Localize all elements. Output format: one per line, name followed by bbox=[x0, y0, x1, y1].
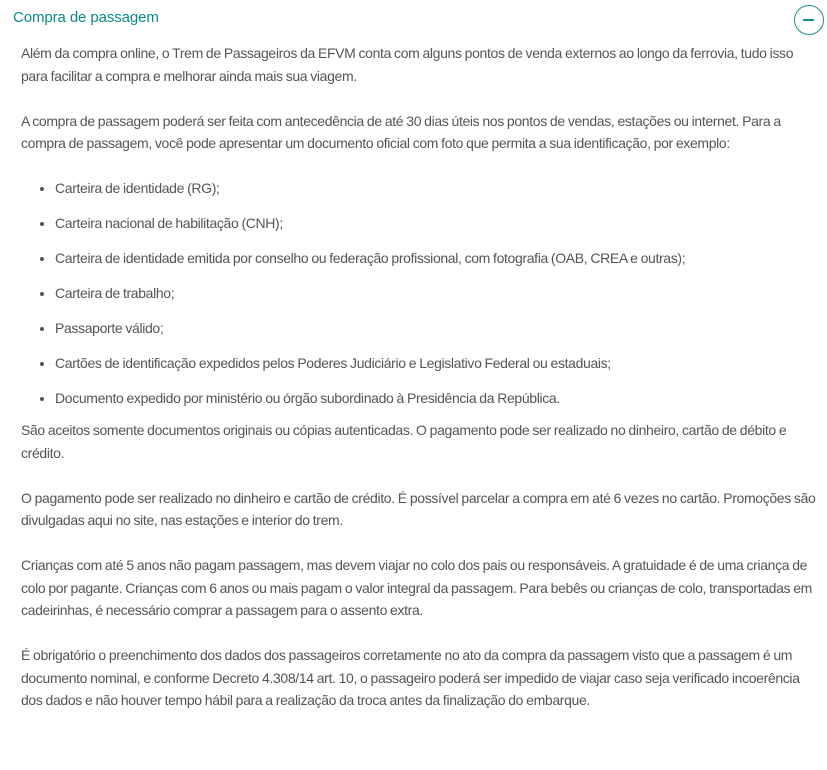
bullet-icon bbox=[40, 327, 44, 331]
list-item-text: Cartões de identificação expedidos pelos Poderes Judiciário e Legislativo Federal ou estaduais; bbox=[55, 354, 611, 371]
documents-note-paragraph: São aceitos somente documentos originais ou cópias autenticadas. O pagamento pode ser realizado no dinheiro, cartão de débito e crédito. bbox=[21, 422, 787, 461]
list-item bbox=[21, 282, 821, 305]
bullet-icon bbox=[40, 397, 44, 401]
accordion-content bbox=[21, 42, 821, 712]
list-item-text: Documento expedido por ministério ou órgão subordinado à Presidência da República. bbox=[55, 389, 560, 406]
list-item-text: Carteira de identidade emitida por conselho ou federação profissional, com fotografia (OAB, CREA e outras); bbox=[55, 249, 686, 266]
list-item bbox=[21, 387, 821, 410]
list-item-text: Carteira nacional de habilitação (CNH); bbox=[55, 214, 283, 231]
bullet-icon bbox=[40, 292, 44, 296]
list-item bbox=[21, 212, 821, 235]
list-item bbox=[21, 317, 821, 340]
list-item bbox=[21, 177, 821, 200]
list-item bbox=[21, 352, 821, 375]
accordion-title[interactable]: Compra de passagem bbox=[13, 9, 159, 26]
accordion-header[interactable] bbox=[0, 0, 827, 40]
bullet-icon bbox=[40, 187, 44, 191]
intro-paragraph: Além da compra online, o Trem de Passageiros da EFVM conta com alguns pontos de venda externos ao longo da ferrovia, tudo isso para facilitar a compra e melhorar ainda mais sua viagem. bbox=[21, 45, 794, 84]
bullet-icon bbox=[40, 362, 44, 366]
passenger-data-paragraph: É obrigatório o preenchimento dos dados dos passageiros corretamente no ato da compra da passagem visto que a passagem é um documento nominal, e conforme Decreto 4.308/14 art. 10, o passageiro poderá ser impedido de viajar caso seja verificado incoerência dos dados e não houver tempo hábil para a realização da troca antes da finalização do embarque. bbox=[21, 647, 800, 708]
list-item-text: Carteira de trabalho; bbox=[55, 284, 175, 301]
list-item-text: Carteira de identidade (RG); bbox=[55, 179, 220, 196]
document-list bbox=[21, 177, 821, 410]
list-item-text: Passaporte válido; bbox=[55, 319, 164, 336]
bullet-icon bbox=[40, 222, 44, 226]
bullet-icon bbox=[40, 257, 44, 261]
list-item bbox=[21, 247, 821, 270]
purchase-paragraph: A compra de passagem poderá ser feita com antecedência de até 30 dias úteis nos pontos de vendas, estações ou internet. Para a compra de passagem, você pode apresentar um documento oficial com foto que permita a sua identificação, por exemplo: bbox=[21, 112, 781, 151]
collapse-button[interactable] bbox=[794, 5, 824, 35]
children-paragraph: Crianças com até 5 anos não pagam passagem, mas devem viajar no colo dos pais ou responsáveis. A gratuidade é de uma criança de colo por pagante. Crianças com 6 anos ou mais pagam o valor integral da passagem. Para bebês ou crianças de colo, transportadas em cadeirinhas, é necessário comprar a passagem para o assento extra. bbox=[21, 557, 812, 618]
payment-paragraph: O pagamento pode ser realizado no dinheiro e cartão de crédito. É possível parcelar a compra em até 6 vezes no cartão. Promoções são divulgadas aqui no site, nas estações e interior do trem. bbox=[21, 489, 816, 528]
minus-circle-icon bbox=[803, 19, 814, 21]
